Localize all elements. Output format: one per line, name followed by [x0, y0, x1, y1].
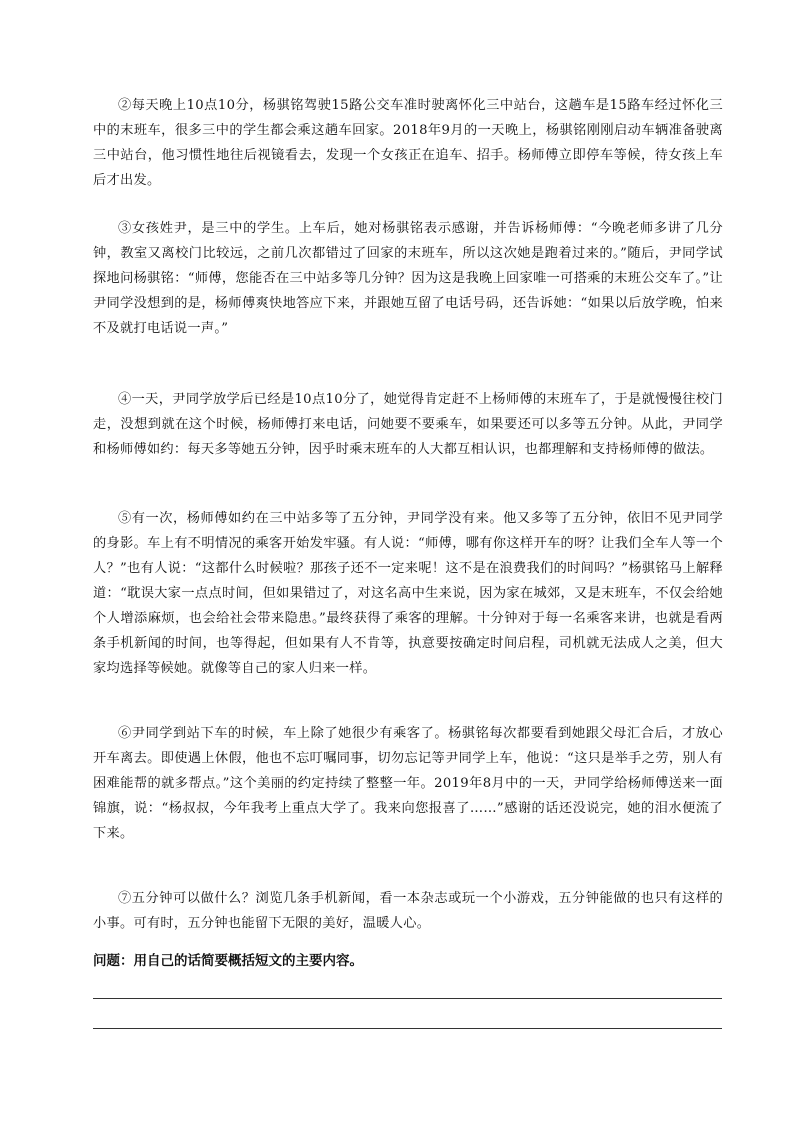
- answer-line-1: [93, 998, 722, 999]
- paragraph-5: ⑤有一次，杨师傅如约在三中站多等了五分钟，尹同学没有来。他又多等了五分钟，依旧不见尹同学的身影。车上有不明情况的乘客开始发牢骚。有人说：“师傅，哪有你这样开车的呀？让我们全车人等一个人？”也有人说：“这都什么时候啦？那孩子还不一定来呢！这不是在浪费我们的时间吗？”杨骐铭马上解释道：“耽误大家一点点时间，但如果错过了，对这名高中生来说，因为家在城郊，又是末班车，不仅会给她个人增添麻烦，也会给社会带来隐患。”最终获得了乘客的理解。十分钟对于每一名乘客来讲，也就是看两条手机新闻的时间，也等得起，但如果有人不肯等，执意要按确定时间启程，司机就无法成人之美，但大家均选择等候她。就像等自己的家人归来一样。: [93, 511, 723, 676]
- paragraph-2: ②每天晚上10点10分，杨骐铭驾驶15路公交车准时驶离怀化三中站台，这趟车是15路车经过怀化三中的末班车，很多三中的学生都会乘这趟车回家。2018年9月的一天晚上，杨骐铭刚刚启动车辆准备驶离三中站台，他习惯性地往后视镜看去，发现一个女孩正在追车、招手。杨师傅立即停车等候，待女孩上车后才出发。: [93, 98, 723, 188]
- paragraph-3: ③女孩姓尹，是三中的学生。上车后，她对杨骐铭表示感谢，并告诉杨师傅：“今晚老师多讲了几分钟，教室又离校门比较远，之前几次都错过了回家的末班车，所以这次她是跑着过来的。”随后，尹同学试探地问杨骐铭：“师傅，您能否在三中站多等几分钟？因为这是我晚上回家唯一可搭乘的末班公交车了。”让尹同学没想到的是，杨师傅爽快地答应下来，并跟她互留了电话号码，还告诉她：“如果以后放学晚，怕来不及就打电话说一声。”: [93, 221, 723, 336]
- question-prompt: 问题：用自己的话简要概括短文的主要内容。: [93, 953, 363, 969]
- paragraph-6: ⑥尹同学到站下车的时候，车上除了她很少有乘客了。杨骐铭每次都要看到她跟父母汇合后，才放心开车离去。即使遇上休假，他也不忘叮嘱同事，切勿忘记等尹同学上车，他说：“这只是举手之劳，别人有困难能帮的就多帮点。”这个美丽的约定持续了整整一年。2019年8月中的一天，尹同学给杨师傅送来一面锦旗，说：“杨叔叔，今年我考上重点大学了。我来向您报喜了……”感谢的话还没说完，她的泪水便流了下来。: [93, 726, 723, 841]
- paragraph-7: ⑦五分钟可以做什么？浏览几条手机新闻，看一本杂志或玩一个小游戏，五分钟能做的也只有这样的小事。可有时，五分钟也能留下无限的美好，温暖人心。: [93, 891, 723, 931]
- answer-line-2: [93, 1028, 722, 1029]
- paragraph-4: ④一天，尹同学放学后已经是10点10分了，她觉得肯定赶不上杨师傅的末班车了，于是就慢慢往校门走，没想到就在这个时候，杨师傅打来电话，问她要不要乘车，如果要还可以多等五分钟。从此，尹同学和杨师傅如约：每天多等她五分钟，因乎时乘末班车的人大都互相认识，也都理解和支持杨师傅的做法。: [93, 392, 723, 457]
